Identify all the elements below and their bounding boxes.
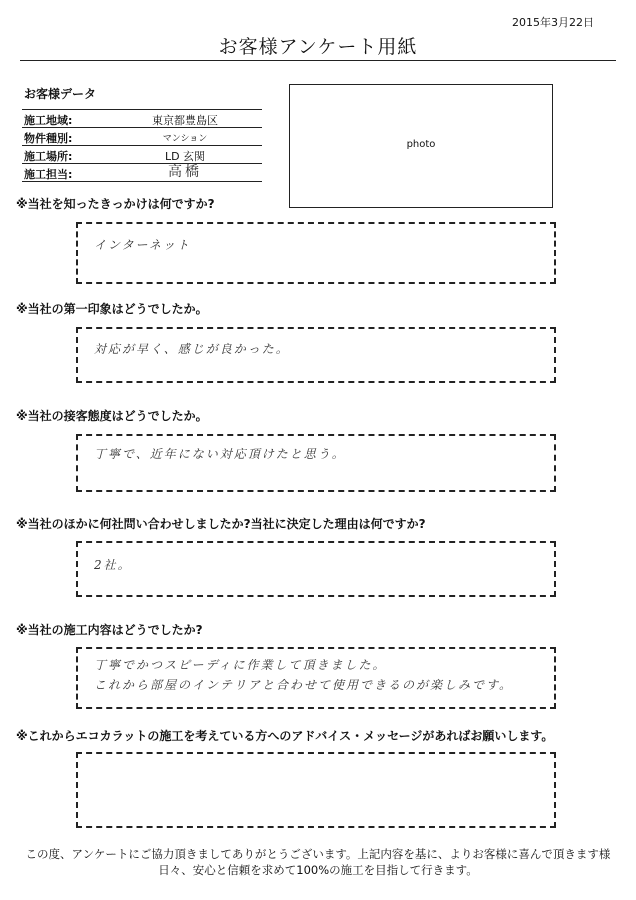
info-value-area: 東京都豊島区 <box>152 114 218 127</box>
answer-5-line-1: 丁寧でかつスピーディに作業して頂きました。 <box>94 658 387 672</box>
customer-data-heading: お客様データ <box>24 87 97 101</box>
info-label-property-type: 物件種別: <box>24 132 73 145</box>
question-3: ※当社の接客態度はどうでしたか。 <box>16 409 208 423</box>
info-value-property-type: マンション <box>162 134 208 144</box>
info-row-area <box>22 110 262 128</box>
answer-box-3 <box>76 434 556 492</box>
title-divider <box>20 60 616 61</box>
answer-3-line-1: 丁寧で、近年にない対応頂けたと思う。 <box>94 447 346 461</box>
answer-5-line-2: これから部屋のインテリアと合わせて使用できるのが楽しみです。 <box>94 678 514 692</box>
answer-1-line-1: インターネット <box>94 238 191 252</box>
photo-label: photo <box>406 139 436 150</box>
question-6: ※これからエコカラットの施工を考えている方へのアドバイス・メッセージがあればお願いします。 <box>16 729 554 743</box>
photo-placeholder <box>289 84 553 208</box>
answer-box-6 <box>76 752 556 828</box>
footer-line-1: この度、アンケートにご協力頂きましてありがとうございます。上記内容を基に、よりお客様に喜んで頂きます様 <box>25 847 611 861</box>
info-row-staff <box>22 164 262 182</box>
survey-date: 2015年3月22日 <box>512 16 594 29</box>
page-title: お客様アンケート用紙 <box>218 36 418 58</box>
info-label-area: 施工地域: <box>24 114 73 127</box>
info-value-staff: 高橋 <box>168 164 202 180</box>
info-row-property-type <box>22 128 262 146</box>
info-value-location: LD 玄関 <box>164 150 206 163</box>
question-1: ※当社を知ったきっかけは何ですか? <box>16 197 215 211</box>
info-label-location: 施工場所: <box>24 150 73 163</box>
answer-box-1 <box>76 222 556 284</box>
answer-4-line-1: 2社。 <box>94 558 132 572</box>
info-label-staff: 施工担当: <box>24 168 73 181</box>
question-2: ※当社の第一印象はどうでしたか。 <box>16 302 208 316</box>
answer-box-4 <box>76 541 556 597</box>
question-4: ※当社のほかに何社問い合わせしましたか?当社に決定した理由は何ですか? <box>16 517 426 531</box>
answer-2-line-1: 対応が早く、感じが良かった。 <box>94 342 290 356</box>
footer-line-2: 日々、安心と信頼を求めて100%の施工を目指して行きます。 <box>158 863 478 877</box>
question-5: ※当社の施工内容はどうでしたか? <box>16 623 203 637</box>
